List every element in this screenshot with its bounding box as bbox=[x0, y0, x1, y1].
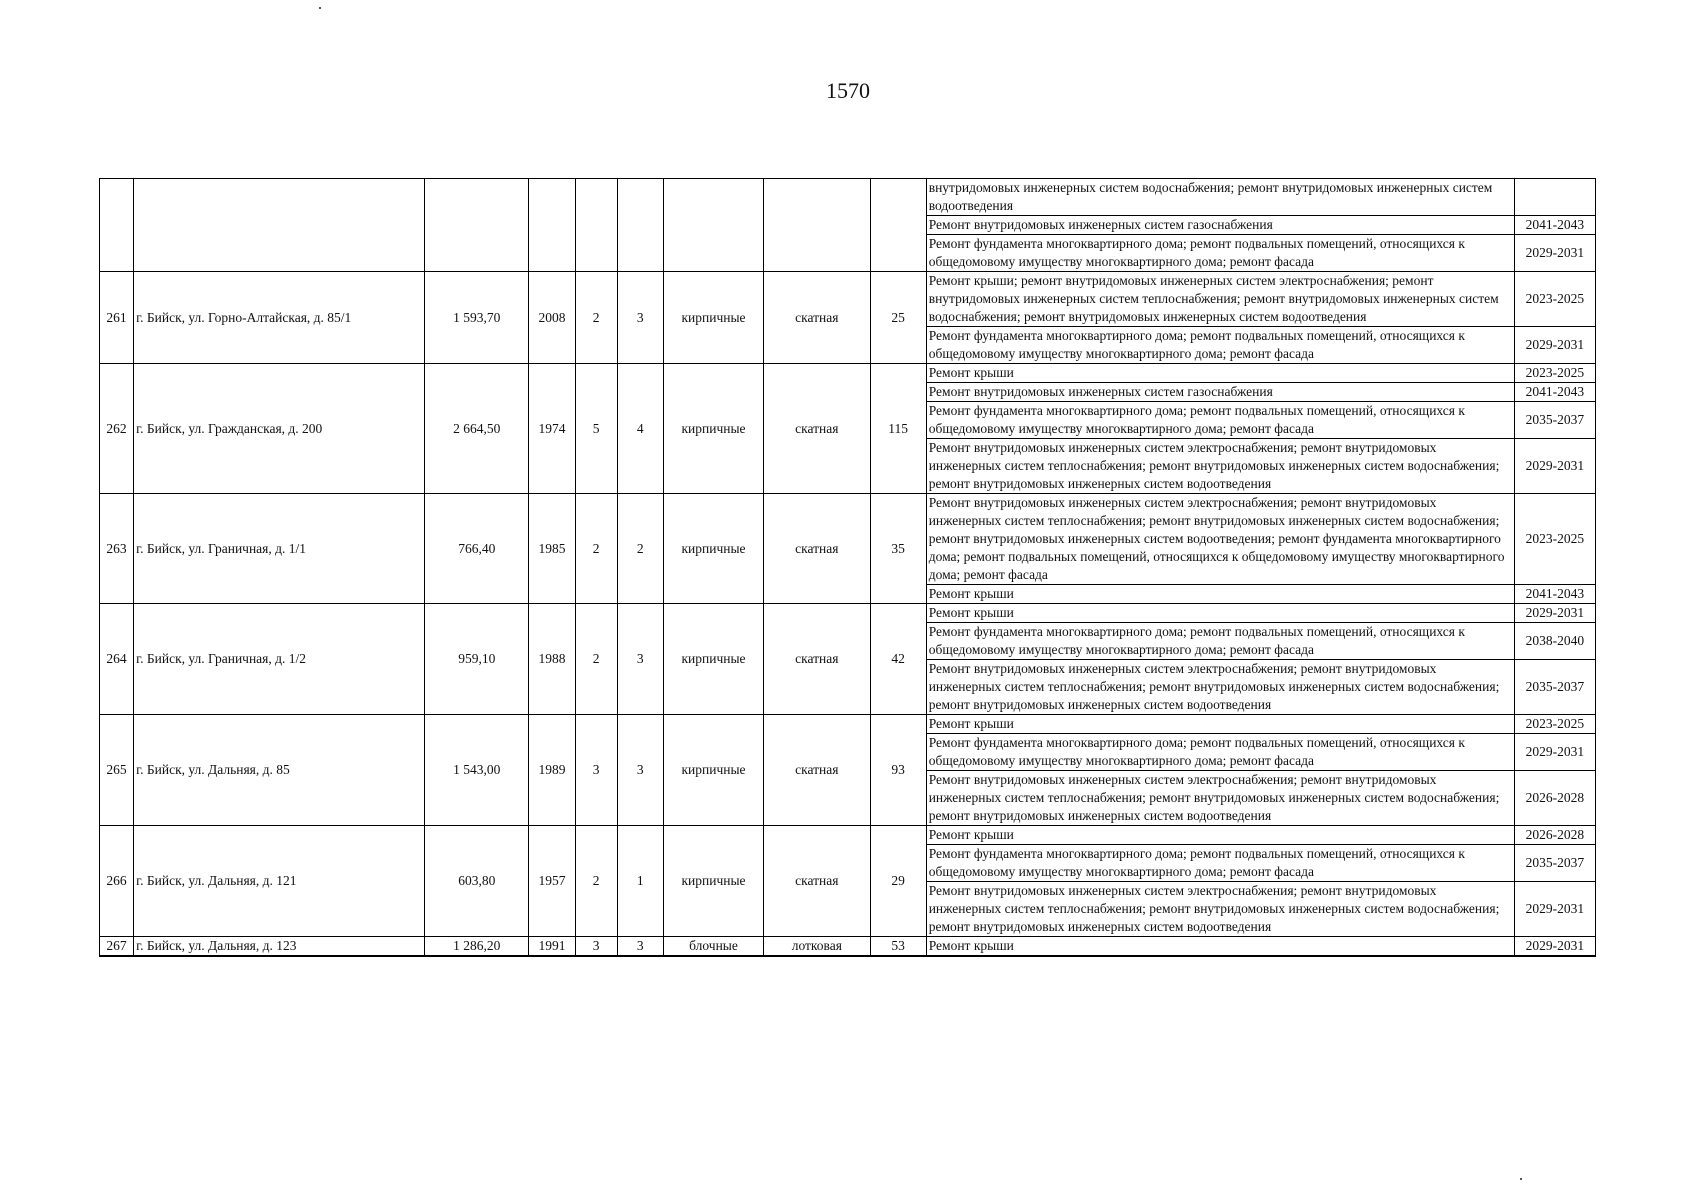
residents-count: 42 bbox=[870, 604, 926, 715]
work-period: 2041-2043 bbox=[1514, 216, 1595, 235]
work-description: Ремонт фундамента многоквартирного дома; ремонт подвальных помещений, относящихся к общедомовому имуществу многоквартирного дома; ремонт фасада bbox=[926, 734, 1514, 771]
building-address: г. Бийск, ул. Дальняя, д. 121 bbox=[134, 826, 425, 937]
wall-material: кирпичные bbox=[663, 494, 763, 604]
residents-count: 93 bbox=[870, 715, 926, 826]
building-address: г. Бийск, ул. Граничная, д. 1/2 bbox=[134, 604, 425, 715]
roof-type: скатная bbox=[764, 494, 870, 604]
build-year: 1974 bbox=[529, 364, 575, 494]
roof-type: лотковая bbox=[764, 937, 870, 957]
build-year: 1957 bbox=[529, 826, 575, 937]
residents-count: 115 bbox=[870, 364, 926, 494]
entrances-count: 3 bbox=[617, 715, 663, 826]
row-number: 263 bbox=[100, 494, 134, 604]
table-row bbox=[100, 826, 1596, 845]
work-period: 2035-2037 bbox=[1514, 845, 1595, 882]
wall-material: кирпичные bbox=[663, 604, 763, 715]
floors-count: 2 bbox=[575, 604, 617, 715]
work-period: 2029-2031 bbox=[1514, 604, 1595, 623]
work-period: 2029-2031 bbox=[1514, 734, 1595, 771]
build-year: 2008 bbox=[529, 272, 575, 364]
work-description: Ремонт крыши bbox=[926, 585, 1514, 604]
build-year: 1988 bbox=[529, 604, 575, 715]
entrances-count: 2 bbox=[617, 494, 663, 604]
work-period: 2041-2043 bbox=[1514, 383, 1595, 402]
building-area: 2 664,50 bbox=[425, 364, 529, 494]
work-period: 2026-2028 bbox=[1514, 826, 1595, 845]
building-area: 1 593,70 bbox=[425, 272, 529, 364]
wall-material: кирпичные bbox=[663, 272, 763, 364]
year-cell bbox=[529, 179, 575, 272]
row-number-cell bbox=[100, 179, 134, 272]
roof-type: скатная bbox=[764, 604, 870, 715]
walls-cell bbox=[663, 179, 763, 272]
work-period: 2041-2043 bbox=[1514, 585, 1595, 604]
work-description: Ремонт крыши bbox=[926, 715, 1514, 734]
building-area: 959,10 bbox=[425, 604, 529, 715]
build-year: 1985 bbox=[529, 494, 575, 604]
floors-count: 3 bbox=[575, 937, 617, 957]
work-description: Ремонт внутридомовых инженерных систем электроснабжения; ремонт внутридомовых инженерных систем теплоснабжения; ремонт внутридомовых инженерных систем водоснабжения; ремонт внутридомовых инженерных систем водоотведения bbox=[926, 771, 1514, 826]
wall-material: кирпичные bbox=[663, 715, 763, 826]
work-description: Ремонт внутридомовых инженерных систем электроснабжения; ремонт внутридомовых инженерных систем теплоснабжения; ремонт внутридомовых инженерных систем водоснабжения; ремонт внутридомовых инженерных систем водоотведения bbox=[926, 439, 1514, 494]
build-year: 1991 bbox=[529, 937, 575, 957]
work-description: внутридомовых инженерных систем водоснабжения; ремонт внутридомовых инженерных систем водоотведения bbox=[926, 179, 1514, 216]
wall-material: кирпичные bbox=[663, 364, 763, 494]
residents-count: 53 bbox=[870, 937, 926, 957]
work-period: 2023-2025 bbox=[1514, 364, 1595, 383]
row-number: 267 bbox=[100, 937, 134, 957]
row-number: 266 bbox=[100, 826, 134, 937]
table-row bbox=[100, 272, 1596, 327]
work-period: 2023-2025 bbox=[1514, 272, 1595, 327]
building-address: г. Бийск, ул. Гражданская, д. 200 bbox=[134, 364, 425, 494]
residents-count: 25 bbox=[870, 272, 926, 364]
building-address: г. Бийск, ул. Дальняя, д. 85 bbox=[134, 715, 425, 826]
floors-count: 2 bbox=[575, 826, 617, 937]
wall-material: блочные bbox=[663, 937, 763, 957]
work-period bbox=[1514, 179, 1595, 216]
work-description: Ремонт крыши bbox=[926, 826, 1514, 845]
work-period: 2038-2040 bbox=[1514, 623, 1595, 660]
row-number: 265 bbox=[100, 715, 134, 826]
work-description: Ремонт фундамента многоквартирного дома; ремонт подвальных помещений, относящихся к общедомовому имуществу многоквартирного дома; ремонт фасада bbox=[926, 623, 1514, 660]
page-number: 1570 bbox=[826, 78, 870, 103]
work-period: 2023-2025 bbox=[1514, 494, 1595, 585]
work-period: 2035-2037 bbox=[1514, 660, 1595, 715]
residents-count: 29 bbox=[870, 826, 926, 937]
housing-repair-table bbox=[99, 178, 1596, 957]
row-number: 264 bbox=[100, 604, 134, 715]
entrances-count: 3 bbox=[617, 272, 663, 364]
table-row bbox=[100, 937, 1596, 957]
roof-type: скатная bbox=[764, 826, 870, 937]
work-description: Ремонт внутридомовых инженерных систем электроснабжения; ремонт внутридомовых инженерных систем теплоснабжения; ремонт внутридомовых инженерных систем водоснабжения; ремонт внутридомовых инженерных систем водоотведения bbox=[926, 660, 1514, 715]
entrances-count: 3 bbox=[617, 604, 663, 715]
row-number: 261 bbox=[100, 272, 134, 364]
work-description: Ремонт фундамента многоквартирного дома; ремонт подвальных помещений, относящихся к общедомовому имуществу многоквартирного дома; ремонт фасада bbox=[926, 845, 1514, 882]
work-description: Ремонт фундамента многоквартирного дома; ремонт подвальных помещений, относящихся к общедомовому имуществу многоквартирного дома; ремонт фасада bbox=[926, 235, 1514, 272]
address-cell bbox=[134, 179, 425, 272]
wall-material: кирпичные bbox=[663, 826, 763, 937]
table-row bbox=[100, 604, 1596, 623]
entrances-count: 1 bbox=[617, 826, 663, 937]
floors-count: 2 bbox=[575, 494, 617, 604]
building-area: 1 543,00 bbox=[425, 715, 529, 826]
build-year: 1989 bbox=[529, 715, 575, 826]
area-cell bbox=[425, 179, 529, 272]
building-address: г. Бийск, ул. Горно-Алтайская, д. 85/1 bbox=[134, 272, 425, 364]
scan-speck bbox=[1520, 1178, 1522, 1180]
work-period: 2029-2031 bbox=[1514, 439, 1595, 494]
work-description: Ремонт крыши bbox=[926, 604, 1514, 623]
work-period: 2029-2031 bbox=[1514, 235, 1595, 272]
building-area: 603,80 bbox=[425, 826, 529, 937]
entrances-count: 4 bbox=[617, 364, 663, 494]
table-row bbox=[100, 494, 1596, 585]
work-period: 2029-2031 bbox=[1514, 937, 1595, 957]
work-period: 2023-2025 bbox=[1514, 715, 1595, 734]
work-description: Ремонт крыши bbox=[926, 937, 1514, 957]
row-number: 262 bbox=[100, 364, 134, 494]
work-description: Ремонт крыши bbox=[926, 364, 1514, 383]
building-area: 1 286,20 bbox=[425, 937, 529, 957]
work-period: 2029-2031 bbox=[1514, 327, 1595, 364]
work-description: Ремонт внутридомовых инженерных систем электроснабжения; ремонт внутридомовых инженерных систем теплоснабжения; ремонт внутридомовых инженерных систем водоснабжения; ремонт внутридомовых инженерных систем водоотведения; ремонт фундамента многоквартирного дома; ремонт подвальных помещений, относящихся к общедомовому имуществу многоквартирного дома; ремонт фасада bbox=[926, 494, 1514, 585]
entrances-cell bbox=[617, 179, 663, 272]
work-period: 2029-2031 bbox=[1514, 882, 1595, 937]
roof-type: скатная bbox=[764, 364, 870, 494]
roof-type: скатная bbox=[764, 272, 870, 364]
floors-cell bbox=[575, 179, 617, 272]
work-description: Ремонт внутридомовых инженерных систем газоснабжения bbox=[926, 383, 1514, 402]
scan-speck bbox=[319, 7, 321, 9]
work-period: 2026-2028 bbox=[1514, 771, 1595, 826]
roof-type: скатная bbox=[764, 715, 870, 826]
floors-count: 3 bbox=[575, 715, 617, 826]
work-period: 2035-2037 bbox=[1514, 402, 1595, 439]
residents-cell bbox=[870, 179, 926, 272]
table-row bbox=[100, 715, 1596, 734]
building-area: 766,40 bbox=[425, 494, 529, 604]
building-address: г. Бийск, ул. Граничная, д. 1/1 bbox=[134, 494, 425, 604]
floors-count: 2 bbox=[575, 272, 617, 364]
work-description: Ремонт крыши; ремонт внутридомовых инженерных систем электроснабжения; ремонт внутридомовых инженерных систем теплоснабжения; ремонт внутридомовых инженерных систем водоснабжения; ремонт внутридомовых инженерных систем водоотведения bbox=[926, 272, 1514, 327]
table-row bbox=[100, 179, 1596, 216]
residents-count: 35 bbox=[870, 494, 926, 604]
floors-count: 5 bbox=[575, 364, 617, 494]
work-description: Ремонт внутридомовых инженерных систем электроснабжения; ремонт внутридомовых инженерных систем теплоснабжения; ремонт внутридомовых инженерных систем водоснабжения; ремонт внутридомовых инженерных систем водоотведения bbox=[926, 882, 1514, 937]
table-row bbox=[100, 364, 1596, 383]
work-description: Ремонт внутридомовых инженерных систем газоснабжения bbox=[926, 216, 1514, 235]
entrances-count: 3 bbox=[617, 937, 663, 957]
roof-cell bbox=[764, 179, 870, 272]
work-description: Ремонт фундамента многоквартирного дома; ремонт подвальных помещений, относящихся к общедомовому имуществу многоквартирного дома; ремонт фасада bbox=[926, 402, 1514, 439]
work-description: Ремонт фундамента многоквартирного дома; ремонт подвальных помещений, относящихся к общедомовому имуществу многоквартирного дома; ремонт фасада bbox=[926, 327, 1514, 364]
building-address: г. Бийск, ул. Дальняя, д. 123 bbox=[134, 937, 425, 957]
